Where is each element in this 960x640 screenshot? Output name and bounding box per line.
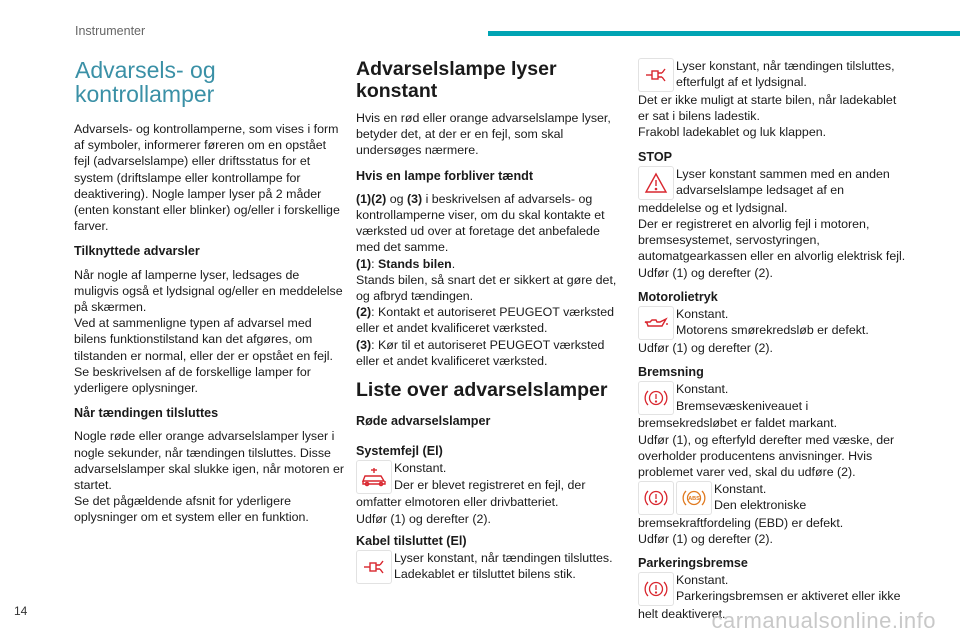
- parking-brake-heading: Parkeringsbremse: [638, 555, 748, 570]
- stop-lamp: Lyser konstant sammen med en anden advarselslampe ledsaget af en: [638, 166, 906, 200]
- brake-lamp: Konstant. Bremsevæskeniveauet i: [638, 381, 906, 415]
- oil-lamp: Konstant. Motorens smørekredsløb er defekt.: [638, 306, 906, 340]
- charging-plug-icon: [639, 59, 673, 91]
- intro-text: Advarsels- og kontrollamperne, som vises i form af symboler, informerer føreren om en opstået fejl (advarselslampe) eller driftsstatus for et system (driftslampe eller kontrollampe for deaktivering). Nogle lamper lyser på 2 måder (enten konstant eller blinker) og/eller i forskellige farver.: [74, 122, 340, 234]
- parking-brake-lamp: Konstant. Parkeringsbremsen er aktiveret eller ikke: [638, 572, 906, 606]
- ref-2-line: (2): Kontakt et autoriseret PEUGEOT værksted eller et andet kvalificeret værksted.: [356, 305, 615, 336]
- charging-plug-icon: [357, 551, 391, 583]
- ref-1-line: (1): Stands bilen.: [356, 256, 456, 271]
- page-title: Advarsels- og kontrollamper: [75, 57, 216, 107]
- ref-3-line: (3): Kør til et autoriseret PEUGEOT værksted eller et andet kvalificeret værksted.: [356, 337, 605, 368]
- page-number: 14: [14, 604, 28, 618]
- stop-heading: STOP: [638, 149, 673, 164]
- refs-paragraph: (1)(2) og (3) i beskrivelsen af advarsels- og kontrollamperne viser, om du skal kontakte et værksted ud over at foretage det anbefalede med det samme.: [356, 191, 605, 255]
- list-title: Liste over advarselslamper: [356, 379, 608, 402]
- brake-warning-icon: [639, 573, 673, 605]
- ignition-heading: Når tændingen tilsluttes: [74, 406, 219, 421]
- system-fault-lamp: Konstant. Der er blevet registreret en fejl, der: [356, 460, 618, 494]
- plug-lamp: Lyser konstant, når tændingen tilsluttes, efterfulgt af et lydsignal.: [638, 58, 906, 92]
- assoc-text-2: Ved at sammenligne typen af advarsel med bilens funktionstilstand kan det afgøres, om tilstanden er normal, eller der er opstået en fejl. Se beskrivelsen af de forskellige lamper for yderligere oplysninger.: [74, 316, 333, 396]
- stop-triangle-icon: [639, 167, 673, 199]
- brake-warning-icon: [639, 382, 673, 414]
- red-lamps-heading: Røde advarselslamper: [356, 414, 491, 429]
- brake-warning-icon: [639, 482, 673, 514]
- column-2: Advarselslampe lyser konstant Hvis en rød eller orange advarselslampe lyser, betyder det, at der er en fejl, som skal undersøges nærmere. Hvis en lampe forbliver tændt (1)(2) og (3) i beskrivelsen af advarsels- og kontrollamperne viser, om du skal kontakte et værksted ud over at foretage det anbefalede med det samme. (1): Stands bilen. Stands bilen, så snart det er sikkert at gøre det, og afbryd tændingen. (2): Kontakt et autoriseret PEUGEOT værksted eller et andet kvalificeret værksted. (3): Kør til et autoriseret PEUGEOT værksted eller et andet kvalificeret værksted. Liste over advarselslamper Røde advarselslamper Systemfejl (El) Konstant. Der er blevet registreret en fejl, der omfatter elmotoren eller drivbatteriet. Udfør (1) og derefter (2). Kabel tilsluttet (El) Lyser konstant, når tændingen tilsluttes. Ladekablet er tilsluttet bilens stik.: [356, 58, 618, 584]
- cable-lamp: Lyser konstant, når tændingen tilsluttes. Ladekablet er tilsluttet bilens stik.: [356, 550, 618, 584]
- column-3: Lyser konstant, når tændingen tilsluttes, efterfulgt af et lydsignal. Det er ikke muligt at starte bilen, når ladekablet er sat i bilens ladestik. Frakobl ladekablet og luk klappen. STOP Lyser konstant sammen med en anden advarselslampe ledsaget af en meddelelse og et lydsignal. Der er registreret en alvorlig fejl i motoren, bremsesystemet, servostyringen, automatgearkassen eller en alvorlig elektrisk fejl. Udfør (1) og derefter (2). Motorolietryk Konstant. Motorens smørekredsløb er defekt. Udfør (1) og derefter (2). Bremsning Konstant. Bremsevæskeniveauet i bremsekredsløbet er faldet markant. Udfør (1), og efterfyld derefter med væske, der overholder producentens anvisninger. Hvis problemet varer ved, skal du udføre (2). ABS Konstant. Den elektroniske bremsekraftfordeling (EBD) er defekt. Udfør (1) og derefter (2). Parkeringsbremse Konstant. Parkeringsbremsen er aktiveret eller ikke helt deaktiveret.: [638, 59, 906, 621]
- ignition-text-2: Se det pågældende afsnit for yderligere oplysninger om et system eller en funktion.: [74, 494, 309, 525]
- car-fault-icon: [357, 461, 391, 493]
- column-1: [74, 58, 344, 526]
- system-fault-heading: Systemfejl (El): [356, 444, 443, 459]
- steady-intro: Hvis en rød eller orange advarselslampe lyser, betyder det, at der er en fejl, som skal undersøges nærmere.: [356, 111, 611, 158]
- assoc-heading: Tilknyttede advarsler: [74, 244, 200, 259]
- steady-lamp-title: Advarselslampe lyser konstant: [356, 58, 557, 102]
- ignition-text-1: Nogle røde eller orange advarselslamper lyser i nogle sekunder, når tændingen tilsluttes. Disse advarselslamper skal slukke igen, når motoren er startet.: [74, 429, 344, 493]
- oil-can-icon: [639, 307, 673, 339]
- watermark: carmanualsonline.info: [711, 608, 936, 633]
- abs-label: ABS: [688, 496, 700, 503]
- header-accent-bar: [488, 31, 960, 36]
- assoc-text-1: Når nogle af lamperne lyser, ledsages de muligvis også et lydsignal og/eller en meddelelse på skærmen.: [74, 267, 343, 315]
- brake-heading: Bremsning: [638, 365, 704, 380]
- section-header: Instrumenter: [75, 24, 146, 38]
- cable-heading: Kabel tilsluttet (El): [356, 533, 467, 548]
- ref-1-text: Stands bilen, så snart det er sikkert at gøre det, og afbryd tændingen.: [356, 272, 617, 304]
- abs-icon: [677, 482, 711, 514]
- ebd-lamp: ABS Konstant. Den elektroniske: [638, 481, 906, 515]
- oil-heading: Motorolietryk: [638, 289, 718, 304]
- remain-heading: Hvis en lampe forbliver tændt: [356, 168, 534, 183]
